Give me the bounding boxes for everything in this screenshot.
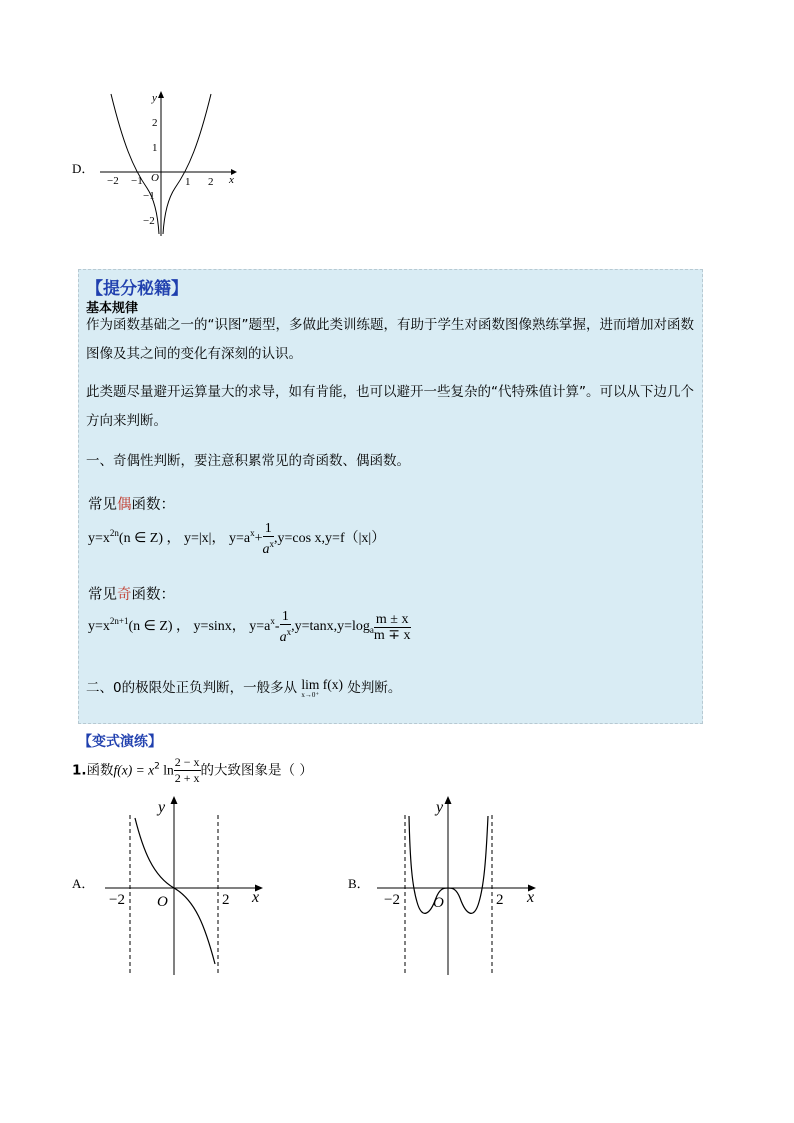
tips-point-2: 二、0的极限处正负判断，一般多从 lim f(x) x→0⁺ 处判断。: [86, 676, 402, 699]
tick-m2: −2: [384, 892, 400, 908]
tick-x-m1: −1: [131, 175, 143, 187]
tick-x-m2: −2: [107, 175, 119, 187]
tips-paragraph-2: 此类题尽量避开运算量大的求导，如有肯能，也可以避开一些复杂的“代特殊值计算”。可以从下边几个方向来判断。: [86, 384, 694, 429]
y-axis-arrow: [171, 796, 178, 804]
tick-x-1: 1: [185, 176, 191, 188]
tick-y-m1: −1: [143, 190, 155, 202]
option-d-label[interactable]: D．: [72, 161, 95, 176]
y-axis-arrow: [158, 91, 164, 98]
axis-label-y: y: [436, 799, 444, 816]
variant-title: 【变式演练】: [78, 734, 162, 750]
option-b-label[interactable]: B．: [348, 876, 370, 891]
origin-label: O: [151, 172, 159, 184]
axis-label-x: x: [527, 889, 535, 906]
axis-label-x: x: [252, 889, 260, 906]
odd-heading: 常见奇函数：: [88, 587, 175, 603]
curve-left: [111, 94, 159, 234]
option-a-graph: [95, 790, 270, 980]
limit-expression: lim f(x) x→0⁺: [301, 676, 344, 699]
tick-y-m2: −2: [143, 215, 155, 227]
curve-a: [135, 818, 215, 964]
question-1: 1.函数$f(x) = x^2$ ln $\frac{2 - x}{2 + x}$ 的大致图象是（ ）: [72, 755, 313, 785]
axis-label-x: x: [229, 174, 234, 186]
option-b-graph: [372, 790, 547, 980]
origin-label: O: [433, 895, 444, 911]
even-functions-formula: $y=x^{2n}(n$ ∈ Z) ， y=|x|， $y=a^x+$ $\frac{1}{a^x}$ ,y=cos x,y=f（|x|）: [88, 521, 386, 557]
even-heading: 常见偶函数：: [88, 497, 175, 513]
tips-point-1: 一、奇偶性判断，要注意积累常见的奇函数、偶函数。: [86, 453, 410, 469]
tick-y-1: 1: [152, 142, 158, 154]
tips-title: 【提分秘籍】: [86, 279, 188, 299]
axis-label-y: y: [152, 92, 157, 104]
tick-x-2: 2: [208, 176, 214, 188]
axis-label-y: y: [158, 799, 166, 816]
y-axis-arrow: [445, 796, 452, 804]
origin-label: O: [157, 894, 168, 910]
tick-y-2: 2: [152, 117, 158, 129]
odd-functions-formula: $y=x^{2n+1}(n$ ∈ Z) ， y=sinx， $y=a^x-$ $\frac{1}{a^x}$ $,y=\tan x,y=\log_a$ $\frac{m \pm x}{m \mp x}$: [88, 609, 411, 645]
curve-right: [163, 94, 211, 234]
option-a-label[interactable]: A．: [72, 876, 95, 891]
tips-paragraph-1: 作为函数基础之一的“识图”题型，多做此类训练题，有助于学生对函数图像熟练掌握，进而增加对函数图像及其之间的变化有深刻的认识。: [86, 317, 694, 362]
tick-m2: −2: [109, 892, 125, 908]
tick-2: 2: [222, 892, 230, 908]
option-d-graph: [95, 88, 245, 238]
tick-2: 2: [496, 892, 504, 908]
tips-subtitle: 基本规律: [86, 301, 139, 316]
